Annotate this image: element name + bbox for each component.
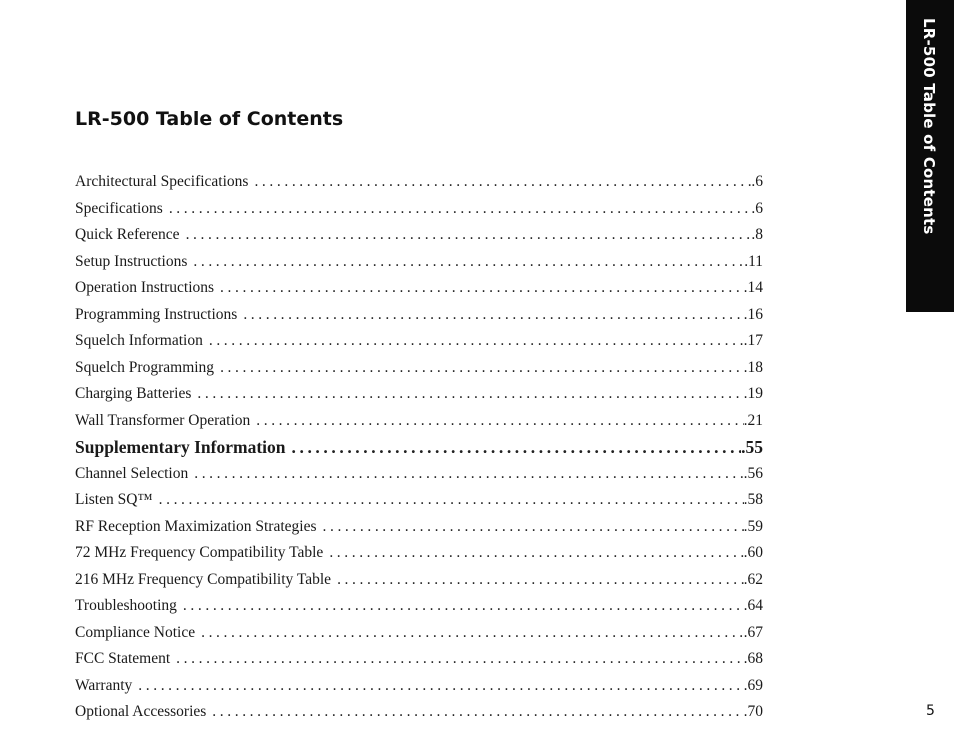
toc-entry[interactable]	[75, 249, 763, 276]
toc-entry-page: .60	[743, 544, 763, 561]
toc-entry[interactable]	[75, 381, 763, 408]
toc-entry-page: .14	[743, 279, 763, 296]
toc-dot-leader	[183, 593, 744, 620]
toc-dot-leader	[292, 434, 742, 461]
toc-dot-leader	[169, 196, 752, 223]
toc-dot-leader	[220, 355, 744, 382]
side-tab	[906, 0, 954, 312]
toc-entry-page: .68	[743, 650, 763, 667]
toc-entry-page: .67	[743, 623, 763, 641]
toc-entry-page: .70	[743, 703, 763, 720]
toc-entry[interactable]	[75, 408, 763, 435]
toc-dot-leader	[254, 169, 751, 196]
toc-entry-page: .59	[743, 517, 763, 535]
toc-entry[interactable]	[75, 461, 763, 488]
toc-entry-title: Optional Accessories	[75, 703, 207, 720]
toc-dot-leader	[201, 620, 744, 647]
toc-dot-leader	[323, 514, 744, 541]
toc-entry-title: Wall Transformer Operation	[75, 411, 251, 429]
toc-entry[interactable]	[75, 593, 763, 620]
toc-entry-title: Troubleshooting	[75, 597, 177, 614]
toc-entry-title: Setup Instructions	[75, 252, 188, 270]
toc-dot-leader	[220, 275, 744, 302]
toc-dot-leader	[194, 461, 743, 488]
toc-dot-leader	[197, 381, 743, 408]
toc-entry-page: .18	[743, 358, 763, 376]
toc-entry-title: Operation Instructions	[75, 279, 215, 296]
toc-entry-title: Charging Batteries	[75, 385, 192, 402]
toc-entry-title: 216 MHz Frequency Compatibility Table	[75, 570, 332, 588]
toc-entry[interactable]	[75, 275, 763, 302]
toc-entry-title: 72 MHz Frequency Compatibility Table	[75, 544, 324, 561]
toc-entry-title: Quick Reference	[75, 226, 180, 243]
toc-entry-page: .21	[743, 411, 763, 429]
toc-entry-page: .55	[741, 437, 763, 457]
toc-entry-title: Squelch Information	[75, 332, 203, 349]
toc-entry-title: Architectural Specifications	[75, 173, 249, 190]
toc-entry-title: RF Reception Maximization Strategies	[75, 517, 317, 535]
toc-dot-leader	[337, 567, 744, 594]
toc-entry-page: .8	[751, 226, 763, 243]
toc-entry-page: .62	[743, 570, 763, 588]
toc-entry[interactable]	[75, 487, 763, 514]
toc-entry-page: .6	[751, 199, 763, 217]
toc-entry-page: .64	[743, 597, 763, 614]
toc-entry[interactable]	[75, 169, 763, 196]
toc-entry[interactable]	[75, 620, 763, 647]
toc-entry-page: .6	[751, 173, 763, 190]
toc-entry-title: Specifications	[75, 199, 163, 217]
toc-entry-title: Warranty	[75, 676, 133, 694]
toc-entry[interactable]	[75, 646, 763, 673]
toc-dot-leader	[209, 328, 744, 355]
toc-dot-leader	[186, 222, 752, 249]
toc-entry[interactable]	[75, 222, 763, 249]
toc-entry-page: .56	[743, 464, 763, 482]
toc-entry-title: Programming Instructions	[75, 305, 238, 323]
page-title: LR-500 Table of Contents	[75, 108, 344, 130]
toc-entry[interactable]	[75, 567, 763, 594]
toc-list	[75, 169, 763, 726]
toc-dot-leader	[329, 540, 743, 567]
toc-entry-page: .17	[743, 332, 763, 349]
toc-entry[interactable]	[75, 355, 763, 382]
toc-entry-title: Listen SQ™	[75, 491, 153, 508]
toc-dot-leader	[212, 699, 743, 726]
toc-entry-page: .19	[743, 385, 763, 402]
toc-entry[interactable]	[75, 514, 763, 541]
toc-entry[interactable]	[75, 673, 763, 700]
toc-entry-page: .69	[743, 676, 763, 694]
page-number: 5	[926, 703, 935, 719]
toc-entry-title: Compliance Notice	[75, 623, 196, 641]
toc-dot-leader	[193, 249, 744, 276]
toc-entry-page: .16	[743, 305, 763, 323]
toc-entry[interactable]	[75, 302, 763, 329]
toc-entry[interactable]	[75, 434, 763, 461]
toc-entry[interactable]	[75, 699, 763, 726]
toc-entry-title: Supplementary Information	[75, 437, 286, 457]
toc-entry[interactable]	[75, 196, 763, 223]
toc-entry-page: .58	[743, 491, 763, 508]
toc-dot-leader	[243, 302, 743, 329]
toc-dot-leader	[256, 408, 743, 435]
toc-entry-page: .11	[744, 252, 763, 270]
toc-entry[interactable]	[75, 328, 763, 355]
side-tab-label: LR-500 Table of Contents	[920, 18, 938, 235]
toc-entry-title: Channel Selection	[75, 464, 189, 482]
toc-entry[interactable]	[75, 540, 763, 567]
toc-dot-leader	[176, 646, 743, 673]
toc-dot-leader	[159, 487, 744, 514]
toc-entry-title: Squelch Programming	[75, 358, 215, 376]
toc-dot-leader	[138, 673, 743, 700]
toc-entry-title: FCC Statement	[75, 650, 171, 667]
